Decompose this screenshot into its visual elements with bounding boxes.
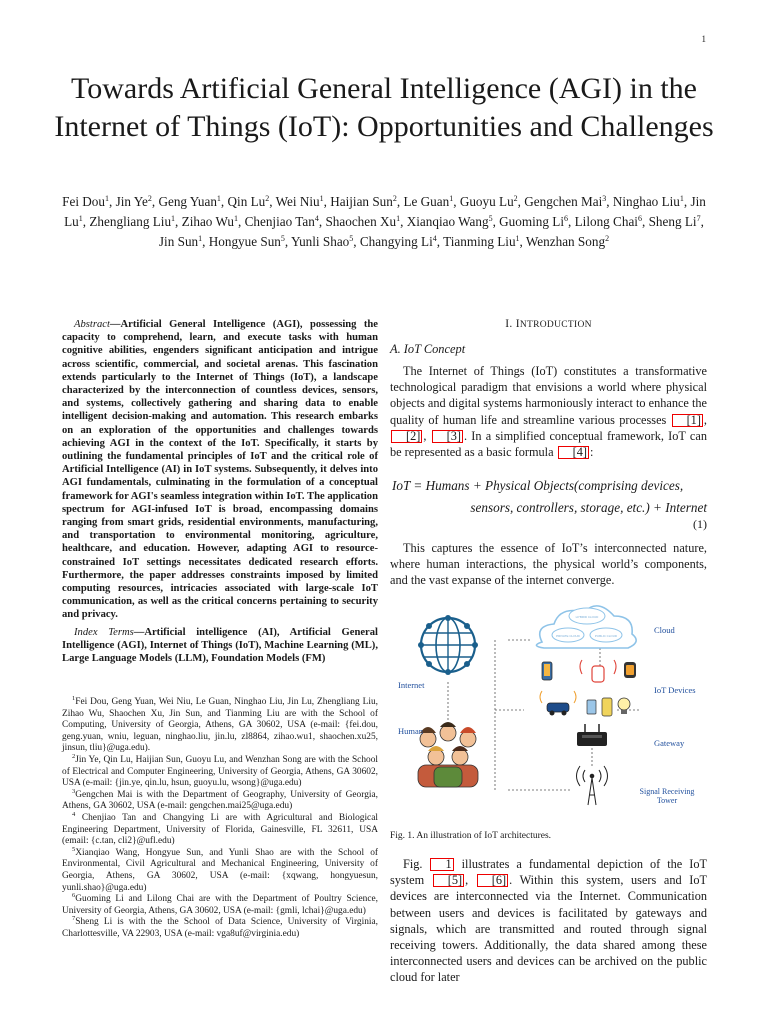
abstract — [62, 318, 378, 622]
gateway-icon — [577, 724, 607, 746]
affiliation-marker: 1 — [216, 194, 221, 203]
iot-devices-label: IoT Devices — [654, 685, 696, 695]
footnote — [62, 845, 378, 894]
footnote — [62, 697, 378, 755]
author-name: Xianqiao Wang — [406, 214, 489, 229]
tower-label-line2: Tower — [656, 796, 678, 805]
affiliation-marker: 3 — [602, 194, 607, 203]
author-name: Chenjiao Tan — [244, 214, 315, 229]
affiliation-marker: 4 — [314, 214, 319, 223]
footnote-text: Fei Dou, Geng Yuan, Wei Niu, Le Guan, Ninghao Liu, Jin Lu, Zhengliang Liu, Zihao Wu, Shaochen Xu, Jin Sun, and Tianming Liu are with the School of Computing, University of Georgia, Athens, GA 30602, USA (e-mail: {fei.dou, geng.yuan, wniu, leguan, ninghao.liu, jin.lu, zl8864, zihao.wu1, shaochen.xu25, jinsun, tliu}@uga.edu). — [62, 697, 378, 754]
iot-architecture-figure — [392, 600, 708, 818]
affiliation-marker: 1 — [171, 214, 176, 223]
affiliation-marker: 1 — [78, 214, 83, 223]
internet-label: Internet — [398, 680, 425, 690]
affiliation-marker: 7 — [696, 214, 701, 223]
footnote-marker: 1 — [72, 695, 76, 702]
affiliation-marker: 1 — [198, 234, 203, 243]
affiliation-marker: 1 — [319, 194, 324, 203]
figure-caption: Fig. 1. An illustration of IoT architectures. — [390, 831, 552, 841]
human-label: Human — [398, 726, 424, 736]
section-number: I. — [505, 318, 513, 330]
index-terms — [62, 626, 378, 666]
equation-1 — [390, 478, 707, 532]
para3-text-a: Fig. — [403, 857, 430, 871]
para1-text-a: The Internet of Things (IoT) constitutes a transformative technological paradigm that envisions a world where physical objects and digital systems harmoniously interact to enhance the quality of human life and streamline various processes — [390, 364, 707, 427]
affiliation-marker: 1 — [104, 194, 109, 203]
signal-tower-icon — [577, 766, 608, 805]
people-group-icon — [418, 722, 478, 787]
author-name: Wei Niu — [275, 194, 320, 209]
footnote-marker: 6 — [72, 892, 76, 900]
affiliation-marker: 1 — [233, 214, 238, 223]
para3-text-c: . Within this system, users and IoT devices are interconnected via the Internet. Communication between users and devices is facilitated by gateways and signals, which are transmitted and routed through signal receiving towers. Additionally, the data shared among these interconnected users and devices can be archived on the public cloud for later — [390, 873, 707, 985]
footnote — [62, 917, 378, 940]
footnote-marker: 7 — [72, 915, 76, 923]
footnote — [62, 894, 378, 917]
section-name-rest: NTRODUCTION — [519, 320, 592, 330]
equation-line-1: IoT = Humans + Physical Objects(comprising devices, — [392, 478, 684, 493]
hybrid-cloud-label: HYBRID CLOUD — [575, 615, 599, 619]
para3-text-b: illustrates a fundamental depiction of the IoT system — [390, 857, 707, 888]
para2-text: This captures the essence of IoT’s interconnected nature, where human interactions, the physical world’s components, and the vast expanse of the internet converge. — [390, 541, 707, 588]
affiliation-marker: 1 — [449, 194, 454, 203]
equation-line-2: sensors, controllers, storage, etc.) + Internet — [470, 500, 707, 515]
affiliation-marker: 6 — [564, 214, 568, 223]
abstract-text: —Artificial General Intelligence (AGI), possessing the capacity to comprehend, learn, and execute tasks with human cognitive abilities, engenders significant anticipation and intrigue across scientific, commercial, and societal arenas. This fascination extends particularly to the Internet of Things (IoT), a landscape characterized by the interconnection of countless devices, sensors, and systems, collectively gathering and sharing data to enable intelligent decision-making and automation. This research embarks on an exploration of the opportunities and challenges towards achieving AGI in the context of the IoT. Specifically, it starts by outlining the fundamental principles of IoT and the critical role of Artificial Intelligence (AI) in IoT systems. Subsequently, it delves into AGI fundamentals, culminating in the formulation of a conceptual framework for AGI's seamless integration within IoT. The application spectrum for AGI-infused IoT is broad, encompassing domains ranging from smart grids, residential environments, manufacturing, and transportation to environmental monitoring, agriculture, healthcare, and education. However, adapting AGI to resource-constrained IoT settings necessitates dedicated research efforts. Furthermore, the paper addresses constraints imposed by limited computing resources, intricacies associated with large-scale IoT communication, as well as the critical concerns pertaining to security and privacy. — [62, 319, 378, 621]
author-list: Fei Dou$^1$, Jin Ye$^2$, Geng Yuan$^1$, Qin Lu$^2$, Wei Niu$^1$, Haijian Sun$^2$, Le Guan$^1$, Guoyu Lu$^2$, Gengchen Mai$^3$, Ninghao Liu$^1$, Jin Lu$^1$, Zhengliang Liu$^1$, Zihao Wu$^1$, Chenjiao Tan$^4$, Shaochen Xu$^1$, Xianqiao Wang$^5$, Guoming Li$^6$, Lilong Chai$^6$, Sheng Li$^7$, Jin Sun$^1$, Hongyue Sun$^5$, Yunli Shao$^5$, Changying Li$^4$, Tianming Liu$^1$, Wenzhan Song$^2$ — [62, 194, 706, 249]
affiliation-marker: 1 — [679, 194, 684, 203]
footnote-text: Guoming Li and Lilong Chai are with the Department of Poultry Science, University of Georgia, Athens, GA 30602, USA (e-mail: {gmli, lchai}@uga.edu) — [62, 894, 378, 916]
subsection-heading: A. IoT Concept — [390, 342, 466, 356]
author-name: Sheng Li — [648, 214, 697, 229]
author-name: Hongyue Sun — [208, 234, 281, 249]
index-terms-text: —Artificial intelligence (AI), Artificial General Intelligence (AGI), Internet of Things (IoT), Machine Learning (ML), Large Language Models (LLM), Foundation Models (FM) — [62, 627, 378, 665]
author-name: Gengchen Mai — [524, 194, 603, 209]
affiliation-marker: 5 — [280, 234, 285, 243]
affiliation-marker: 2 — [265, 194, 270, 203]
tower-label-line1: Signal Receiving — [639, 787, 695, 796]
author-name: Zhengliang Liu — [89, 214, 172, 229]
page-number: 1 — [701, 34, 706, 44]
affiliation-marker: 1 — [515, 234, 520, 243]
equation-number: (1) — [693, 517, 707, 531]
footnote — [62, 787, 378, 813]
citation-link[interactable]: [2] — [391, 430, 422, 443]
author-name: Changying Li — [359, 234, 433, 249]
footnote — [62, 752, 378, 790]
separator: , — [423, 428, 431, 443]
separator: , — [465, 873, 476, 888]
author-name: Ninghao Liu — [612, 194, 680, 209]
gateway-label: Gateway — [654, 738, 685, 748]
affiliation-marker: 4 — [432, 234, 437, 243]
para1-text-b: . In a simplified conceptual framework, IoT can be represented as a basic formula — [390, 428, 707, 460]
figure-link[interactable]: 1 — [430, 858, 453, 871]
para1-text-c: : — [589, 445, 594, 460]
citation-link[interactable]: [6] — [477, 874, 508, 887]
author-name: Shaochen Xu — [325, 214, 397, 229]
iot-devices-icons — [540, 660, 636, 716]
footnote-marker: 4 — [72, 810, 76, 818]
footnote-text: Sheng Li is with the the School of Data Science, University of Virginia, Charlottesville, VA 22903, USA (e-mail: vga8uf@virginia.edu) — [62, 917, 378, 939]
author-name: Jin Sun — [158, 234, 199, 249]
author-name: Qin Lu — [227, 194, 266, 209]
footnote-marker: 3 — [72, 787, 76, 795]
affiliation-marker: 5 — [349, 234, 354, 243]
citation-link[interactable]: [5] — [433, 874, 464, 887]
affiliation-marker: 2 — [392, 194, 397, 203]
paragraph-iot-concept — [390, 363, 707, 460]
footnote-text: Gengchen Mai is with the Department of Geography, University of Georgia, Athens, GA 30602, USA (e-mail: gengchen.mai25@uga.edu) — [62, 789, 378, 812]
author-name: Haijian Sun — [330, 194, 393, 209]
paper-title: Towards Artificial General Intelligence (AGI) in the Internet of Things (IoT): Opportunities and Challenges — [54, 72, 714, 143]
footnote-marker: 5 — [72, 845, 76, 853]
author-name: Jin Lu — [64, 194, 706, 229]
author-name: Zihao Wu — [181, 214, 234, 229]
citation-link[interactable]: [1] — [672, 414, 703, 427]
author-name: Wenzhan Song — [525, 234, 606, 249]
index-terms-lead: Index Terms — [74, 627, 134, 638]
affiliation-marker: 5 — [488, 214, 493, 223]
globe-icon — [418, 615, 478, 675]
footnote-marker: 2 — [72, 752, 76, 760]
affiliation-marker: 1 — [396, 214, 401, 223]
citation-link[interactable]: [4] — [558, 446, 589, 459]
affiliation-marker: 2 — [513, 194, 518, 203]
author-name: Jin Ye — [115, 194, 148, 209]
separator: , — [703, 412, 707, 427]
affiliation-marker: 2 — [147, 194, 152, 203]
author-name: Lilong Chai — [574, 214, 638, 229]
author-name: Le Guan — [403, 194, 450, 209]
author-name: Geng Yuan — [158, 194, 217, 209]
affiliation-marker: 2 — [605, 234, 610, 243]
public-cloud-label: PUBLIC CLOUD — [594, 634, 618, 638]
paragraph-essence — [390, 540, 707, 589]
section-heading — [390, 318, 707, 330]
author-name: Fei Dou — [62, 194, 105, 209]
private-cloud-label: PRIVATE CLOUD — [556, 634, 580, 638]
footnotes — [62, 697, 378, 940]
author-name: Tianming Liu — [443, 234, 516, 249]
footnote-text: Jin Ye, Qin Lu, Haijian Sun, Guoyu Lu, and Wenzhan Song are with the School of Electrical and Computer Engineering, University of Georgia, Athens, GA 30602, USA (e-mail: {jin.ye, qin.lu, hsun, guoyu.lu, wsong}@uga.edu) — [62, 754, 378, 789]
footnote — [62, 810, 378, 848]
section-name-first: I — [515, 318, 520, 330]
citation-link[interactable]: [3] — [432, 430, 463, 443]
footnote-text: Chenjiao Tan and Changying Li are with Agricultural and Biological Engineering Department, University of Florida, Gainesville, FL 32611, USA (email: {c.tan, cli2}@ufl.edu) — [62, 812, 378, 847]
author-name: Yunli Shao — [291, 234, 350, 249]
cloud-icon — [536, 606, 636, 648]
author-name: Guoyu Lu — [459, 194, 514, 209]
cloud-label: Cloud — [654, 625, 675, 635]
author-name: Guoming Li — [499, 214, 564, 229]
paragraph-figure-description — [390, 856, 707, 986]
footnote-text: Xianqiao Wang, Hongyue Sun, and Yunli Shao are with the School of Environmental, Civil Agricultural and Mechanical Engineering, University of Georgia, Athens, GA 30602, USA (e-mail: {xqwang, hongyuesun, yunli.shao}@uga.edu) — [62, 847, 378, 893]
affiliation-marker: 6 — [637, 214, 642, 223]
abstract-lead: Abstract — [74, 319, 110, 330]
